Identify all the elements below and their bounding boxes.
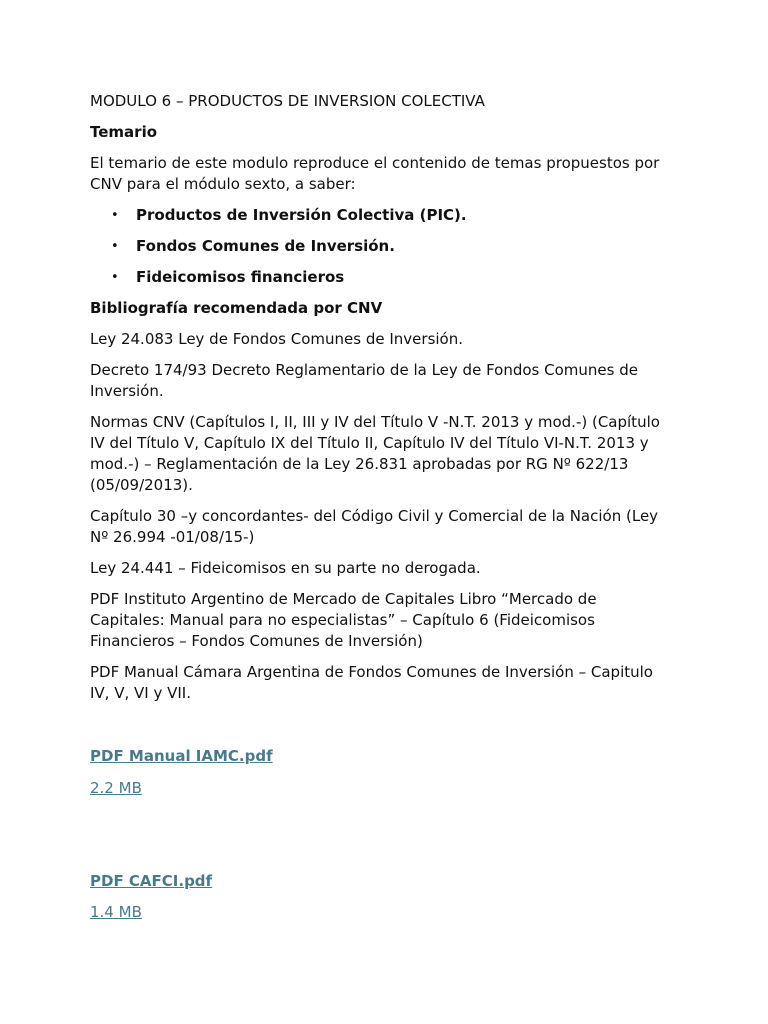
attachment-cafci-link[interactable]: PDF CAFCI.pdf (90, 872, 213, 890)
bibliography-item: Capítulo 30 –y concordantes- del Código Civil y Comercial de la Nación (Ley Nº 26.994 -01/08/15-) (90, 507, 659, 546)
bullet-icon: • (111, 239, 119, 254)
list-item (90, 205, 675, 226)
bullet-icon: • (111, 270, 119, 285)
module-heading: MODULO 6 – PRODUCTOS DE INVERSION COLECTIVA (90, 92, 485, 110)
intro-paragraph: El temario de este modulo reproduce el contenido de temas propuestos por CNV para el módulo sexto, a saber: (90, 154, 660, 193)
attachment-cafci-size[interactable]: 1.4 MB (90, 903, 142, 921)
bibliography-item: Normas CNV (Capítulos I, II, III y IV del Título V -N.T. 2013 y mod.-) (Capítulo IV del Título V, Capítulo IX del Título II, Capítulo IV del Título VI-N.T. 2013 y mod.-) – Reglamentación de la Ley 26.831 aprobadas por RG Nº 622/13 (05/09/2013). (90, 413, 660, 494)
topic-text: Fideicomisos financieros (136, 268, 345, 286)
temario-heading: Temario (90, 123, 158, 141)
list-item (90, 236, 675, 257)
bibliography-heading: Bibliografía recomendada por CNV (90, 299, 383, 317)
topic-text: Productos de Inversión Colectiva (PIC). (136, 206, 467, 224)
bibliography-item: Ley 24.441 – Fideicomisos en su parte no derogada. (90, 559, 481, 577)
bullet-icon: • (111, 208, 119, 223)
document-body (90, 91, 675, 714)
bibliography-item: PDF Instituto Argentino de Mercado de Capitales Libro “Mercado de Capitales: Manual para no especialistas” – Capítulo 6 (Fideicomisos Financieros – Fondos Comunes de Inversión) (90, 590, 597, 650)
attachment-iamc-link[interactable]: PDF Manual IAMC.pdf (90, 747, 273, 765)
bibliography-item: Ley 24.083 Ley de Fondos Comunes de Inversión. (90, 330, 464, 348)
list-item (90, 267, 675, 288)
topic-list (90, 205, 675, 288)
topic-text: Fondos Comunes de Inversión. (136, 237, 395, 255)
bibliography-item: PDF Manual Cámara Argentina de Fondos Comunes de Inversión – Capitulo IV, V, VI y VII. (90, 663, 653, 702)
bibliography-item: Decreto 174/93 Decreto Reglamentario de la Ley de Fondos Comunes de Inversión. (90, 361, 638, 400)
attachment-iamc-size[interactable]: 2.2 MB (90, 779, 142, 797)
